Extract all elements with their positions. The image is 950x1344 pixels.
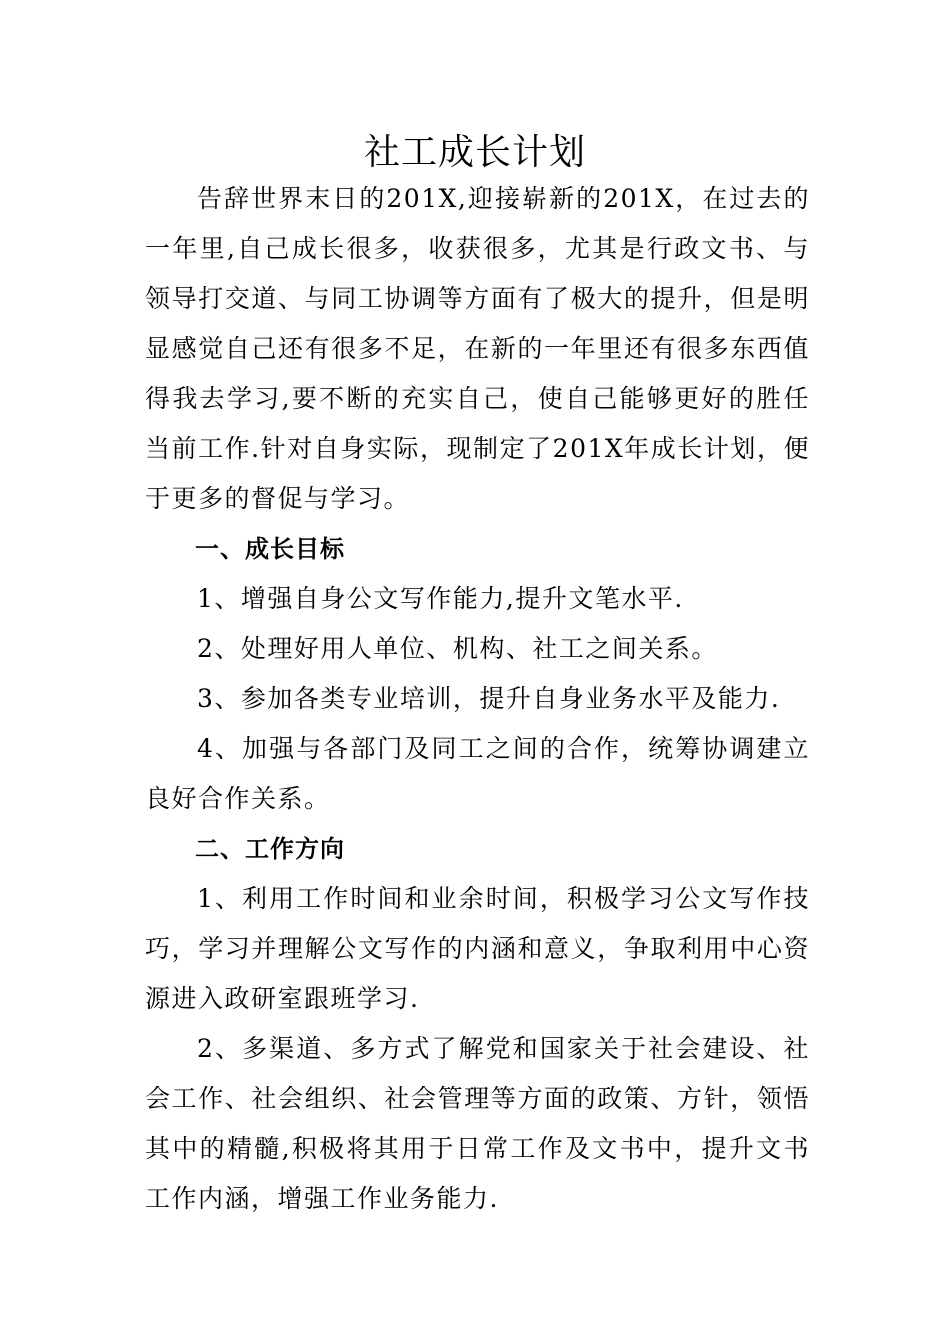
- goal-item-3: 3、参加各类专业培训，提升自身业务水平及能力.: [197, 684, 781, 713]
- document-body: [145, 174, 810, 1224]
- section-heading-growth-goals: 一、成长目标: [195, 535, 345, 563]
- goal-item-1: 1、增强自身公文写作能力,提升文笔水平.: [197, 584, 684, 613]
- intro-paragraph: 告辞世界末日的201X,迎接崭新的201X，在过去的一年里,自己成长很多，收获很多，尤其是行政文书、与领导打交道、与同工协调等方面有了极大的提升，但是明显感觉自己还有很多不足，在新的一年里还有很多东西值得我去学习,要不断的充实自己，使自己能够更好的胜任当前工作.针对自身实际，现制定了201X年成长计划，便于更多的督促与学习。: [145, 184, 810, 513]
- document-title: 社工成长计划: [363, 132, 586, 173]
- direction-item-1: 1、利用工作时间和业余时间，积极学习公文写作技巧，学习并理解公文写作的内涵和意义，争取利用中心资源进入政研室跟班学习.: [145, 884, 810, 1013]
- goal-item-2: 2、处理好用人单位、机构、社工之间关系。: [197, 634, 718, 663]
- direction-item-2: 2、多渠道、多方式了解党和国家关于社会建设、社会工作、社会组织、社会管理等方面的政策、方针，领悟其中的精髓,积极将其用于日常工作及文书中，提升文书工作内涵，增强工作业务能力.: [145, 1034, 810, 1213]
- section-heading-work-direction: 二、工作方向: [195, 835, 345, 863]
- goal-item-4: 4、加强与各部门及同工之间的合作，统筹协调建立良好合作关系。: [145, 734, 810, 813]
